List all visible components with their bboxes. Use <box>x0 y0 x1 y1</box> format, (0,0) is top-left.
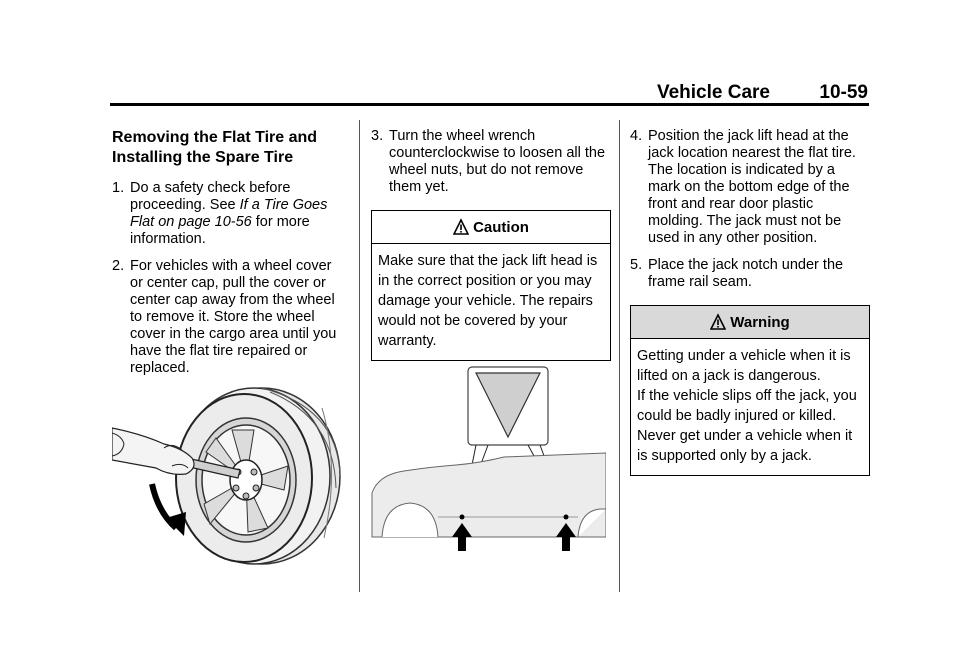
caution-box <box>371 210 611 361</box>
warning-header <box>631 306 869 339</box>
warning-text: Getting under a vehicle when it is lifted on a jack is dangerous. <box>637 348 851 384</box>
step-5 <box>630 257 870 291</box>
warning-box <box>630 305 870 476</box>
page-number: 10-59 <box>819 82 868 103</box>
step-2 <box>112 258 348 377</box>
step-text: Do a safety check before proceeding. See <box>130 180 291 213</box>
step-number: 5. <box>630 257 643 273</box>
column-right <box>630 128 870 476</box>
caution-triangle-icon <box>710 313 726 331</box>
step-number: 4. <box>630 128 643 144</box>
step-1 <box>112 180 348 248</box>
step-number: 1. <box>112 180 125 196</box>
header-rule <box>110 103 869 106</box>
step-number: 2. <box>112 258 125 274</box>
caution-text: Make sure that the jack lift head is in the correct position or you may damage your vehicle. The repairs would not be covered by your warranty. <box>378 253 598 349</box>
caution-body <box>372 244 610 360</box>
tire-wrench-illustration <box>112 378 348 574</box>
column-divider <box>359 120 360 592</box>
step-text: Place the jack notch under the frame rail seam. <box>648 257 844 290</box>
page-header <box>110 82 870 104</box>
step-4 <box>630 128 870 247</box>
jack-location-illustration <box>370 365 606 565</box>
section-title: Vehicle Care <box>656 82 770 103</box>
column-left <box>112 128 348 387</box>
step-text: Position the jack lift head at the jack location nearest the flat tire. The location is indicated by a mark on the bottom edge of the front and rear door plastic molding. The jack must not be used in any other position. <box>648 128 856 246</box>
caution-title: Caution <box>473 218 529 236</box>
caution-header <box>372 211 610 244</box>
caution-triangle-icon <box>453 218 469 236</box>
warning-title: Warning <box>730 313 790 331</box>
step-text: For vehicles with a wheel cover or center cap, pull the cover or center cap away from the wheel to remove it. Store the wheel cover in the cargo area until you have the flat tire repaired or replaced. <box>130 258 337 376</box>
step-number: 3. <box>371 128 384 144</box>
column-middle <box>371 128 611 361</box>
step-text: for more information. <box>130 214 310 247</box>
procedure-title: Removing the Flat Tire and Installing the Spare Tire <box>112 129 318 166</box>
step-text: Turn the wheel wrench counterclockwise to loosen all the wheel nuts, but do not remove them yet. <box>389 128 606 195</box>
column-divider <box>619 120 620 592</box>
warning-text: If the vehicle slips off the jack, you could be badly injured or killed. Never get under a vehicle when it is supported only by a jack. <box>637 388 857 464</box>
step-3 <box>371 128 611 196</box>
warning-body <box>631 339 869 475</box>
cross-reference-link[interactable]: If a Tire Goes Flat on page 10-56 <box>130 197 328 230</box>
